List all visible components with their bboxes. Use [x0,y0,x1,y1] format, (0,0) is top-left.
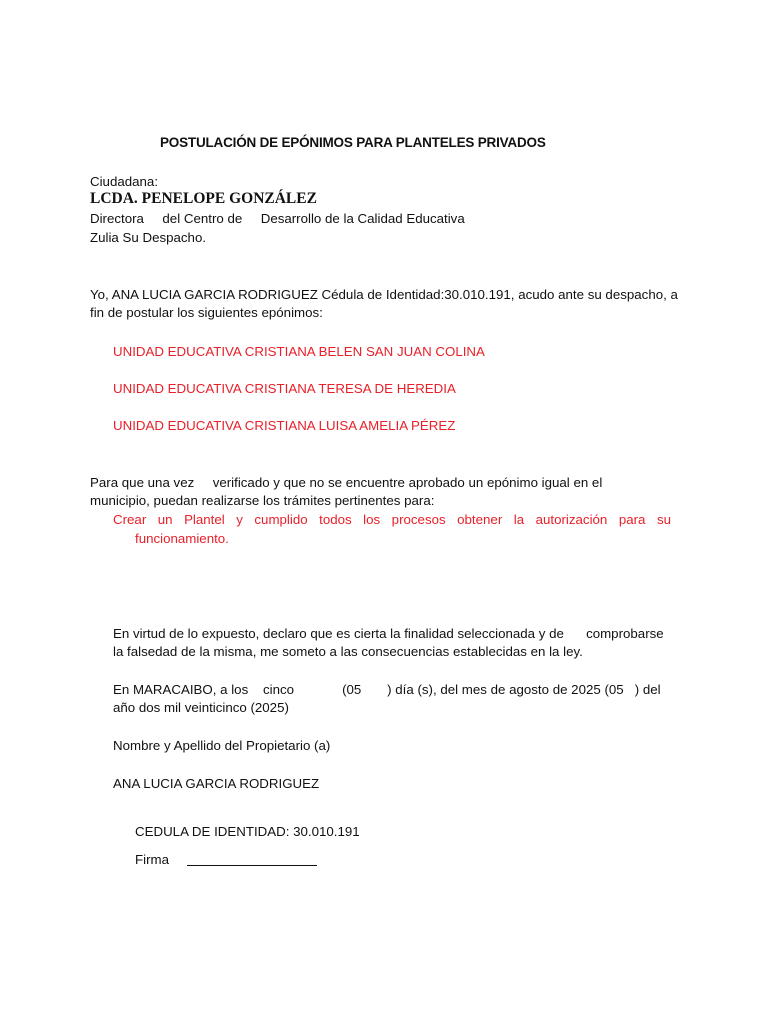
signature-label: Firma [135,852,169,867]
eponym-name-3: UNIDAD EDUCATIVA CRISTIANA LUISA AMELIA PÉREZ [113,418,456,433]
eponym-name-2: UNIDAD EDUCATIVA CRISTIANA TERESA DE HEREDIA [113,381,456,396]
owner-label: Nombre y Apellido del Propietario (a) [113,738,331,753]
id-number: CEDULA DE IDENTIDAD: 30.010.191 [135,824,360,839]
date-line-1: En MARACAIBO, a los cinco (05 ) día (s), del mes de agosto de 2025 (05 ) del [113,682,661,697]
document-title: POSTULACIÓN DE EPÓNIMOS PARA PLANTELES PRIVADOS [160,135,546,150]
option-create-plantel-line-1: Crear un Plantel y cumplido todos los procesos obtener la autorización para su [113,512,671,527]
salutation: Ciudadana: [90,174,159,189]
signature-line[interactable] [187,865,317,866]
recipient-name: LCDA. PENELOPE GONZÁLEZ [90,190,317,207]
purpose-line-2: municipio, puedan realizarse los trámites pertinentes para: [90,493,435,508]
intro-line-1: Yo, ANA LUCIA GARCIA RODRIGUEZ Cédula de Identidad:30.010.191, acudo ante su despacho, a [90,287,678,302]
intro-line-2: fin de postular los siguientes epónimos: [90,305,323,320]
date-line-2: año dos mil veinticinco (2025) [113,700,289,715]
purpose-line-1: Para que una vez verificado y que no se encuentre aprobado un epónimo igual en el [90,475,603,490]
eponym-name-1: UNIDAD EDUCATIVA CRISTIANA BELEN SAN JUAN COLINA [113,344,485,359]
option-create-plantel-line-2: funcionamiento. [135,531,229,546]
owner-name: ANA LUCIA GARCIA RODRIGUEZ [113,776,320,791]
declaration-line-1: En virtud de lo expuesto, declaro que es cierta la finalidad seleccionada y de comprobarse [113,626,664,641]
recipient-office: Zulia Su Despacho. [90,230,207,245]
declaration-line-2: la falsedad de la misma, me someto a las consecuencias establecidas en la ley. [113,644,583,659]
recipient-title: Directora del Centro de Desarrollo de la Calidad Educativa [90,211,465,226]
